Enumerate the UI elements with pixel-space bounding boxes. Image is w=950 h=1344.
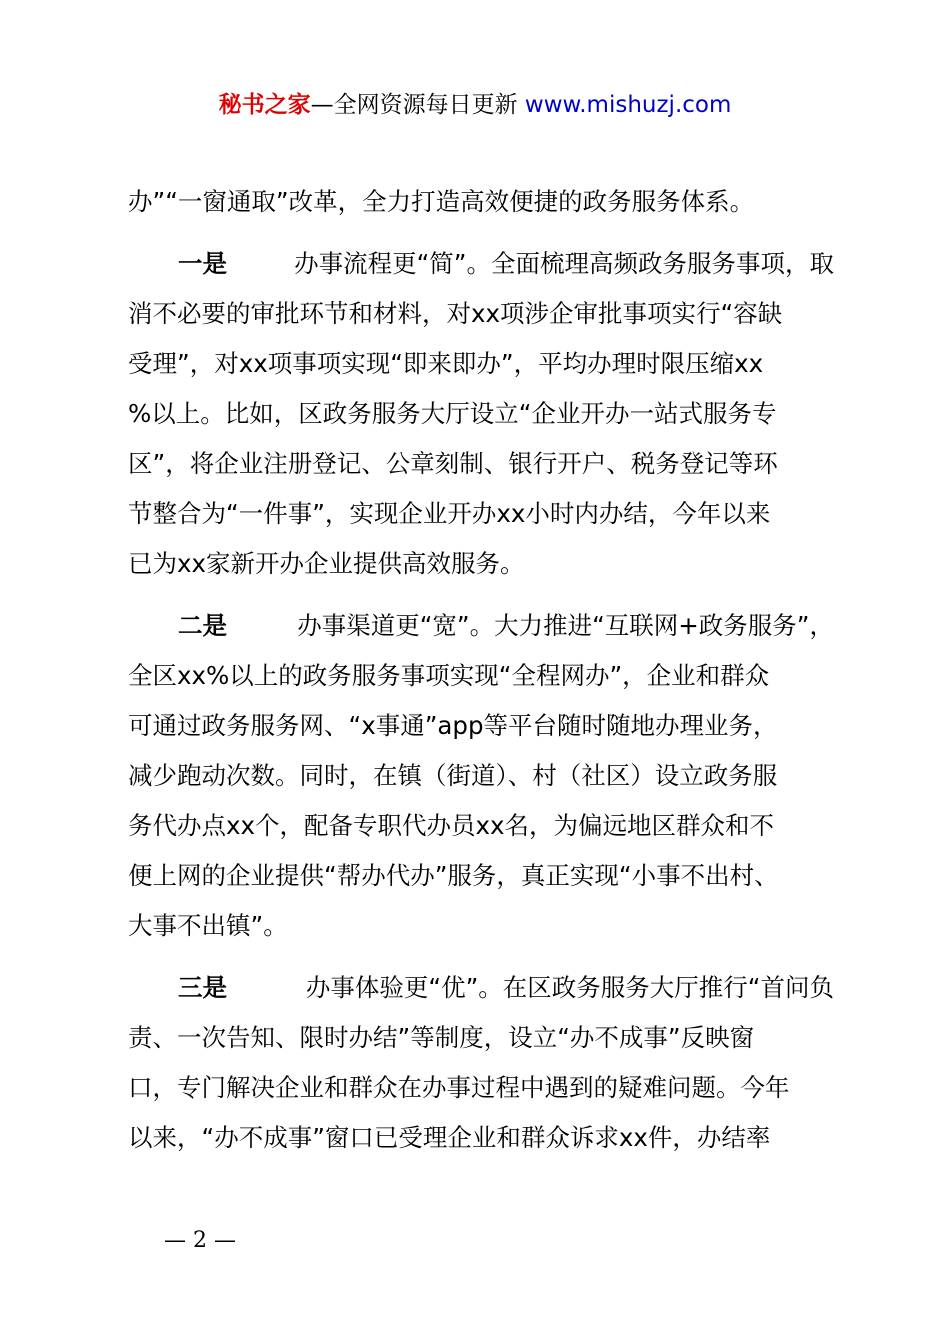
text-line: 已为xx家新开办企业提供高效服务。	[128, 549, 525, 578]
text-line: 可通过政务服务网、“x事通”app等平台随时随地办理业务，	[128, 711, 778, 740]
text-line: 节整合为“一件事”，实现企业开办xx小时内办结，今年以来	[128, 499, 771, 528]
text-line	[128, 601, 834, 651]
text-line: 消不必要的审批环节和材料，对xx项涉企审批事项实行“容缺	[128, 299, 783, 328]
line-text: 办事流程更“简”。全面梳理高频政务服务事项，取	[294, 249, 834, 278]
text-line: 区”，将企业注册登记、公章刻制、银行开户、税务登记等环	[128, 449, 778, 478]
text-line	[128, 239, 834, 289]
page-number: — 2 —	[164, 1228, 236, 1253]
text-line: 大事不出镇”。	[128, 911, 288, 940]
site-url[interactable]: www.mishuzj.com	[524, 92, 732, 118]
text-line: 办”“一窗通取”改革，全力打造高效便捷的政务服务体系。	[128, 187, 755, 216]
line-text: 办事体验更“优”。在区政务服务大厅推行“首问负	[305, 973, 834, 1002]
text-line: 以来，“办不成事”窗口已受理企业和群众诉求xx件，办结率	[128, 1123, 771, 1152]
line-text: 办事渠道更“宽”。大力推进“互联网+政务服务”，	[297, 611, 834, 640]
text-line: 责、一次告知、限时办结”等制度，设立“办不成事”反映窗	[128, 1023, 755, 1052]
brand-name: 秘书之家	[218, 92, 311, 118]
text-line	[128, 963, 834, 1013]
text-line: 减少跑动次数。同时，在镇（街道）、村（社区）设立政务服	[128, 761, 778, 790]
text-line: 便上网的企业提供“帮办代办”服务，真正实现“小事不出村、	[128, 861, 779, 890]
text-line: 受理”，对xx项事项实现“即来即办”，平均办理时限压缩xx	[128, 349, 764, 378]
text-line: 务代办点xx个，配备专职代办员xx名，为偏远地区群众和不	[128, 811, 774, 840]
header-tagline: —全网资源每日更新	[310, 92, 525, 118]
site-header	[0, 88, 950, 122]
paragraph-lead: 一是	[178, 249, 227, 278]
paragraph-lead: 三是	[178, 973, 227, 1002]
text-line: 口，专门解决企业和群众在办事过程中遇到的疑难问题。今年	[128, 1073, 790, 1102]
paragraph-lead: 二是	[178, 611, 227, 640]
text-line: 全区xx%以上的政务服务事项实现“全程网办”，企业和群众	[128, 661, 770, 690]
text-line: %以上。比如，区政务服务大厅设立“企业开办一站式服务专	[128, 399, 777, 428]
document-body	[128, 177, 834, 1163]
